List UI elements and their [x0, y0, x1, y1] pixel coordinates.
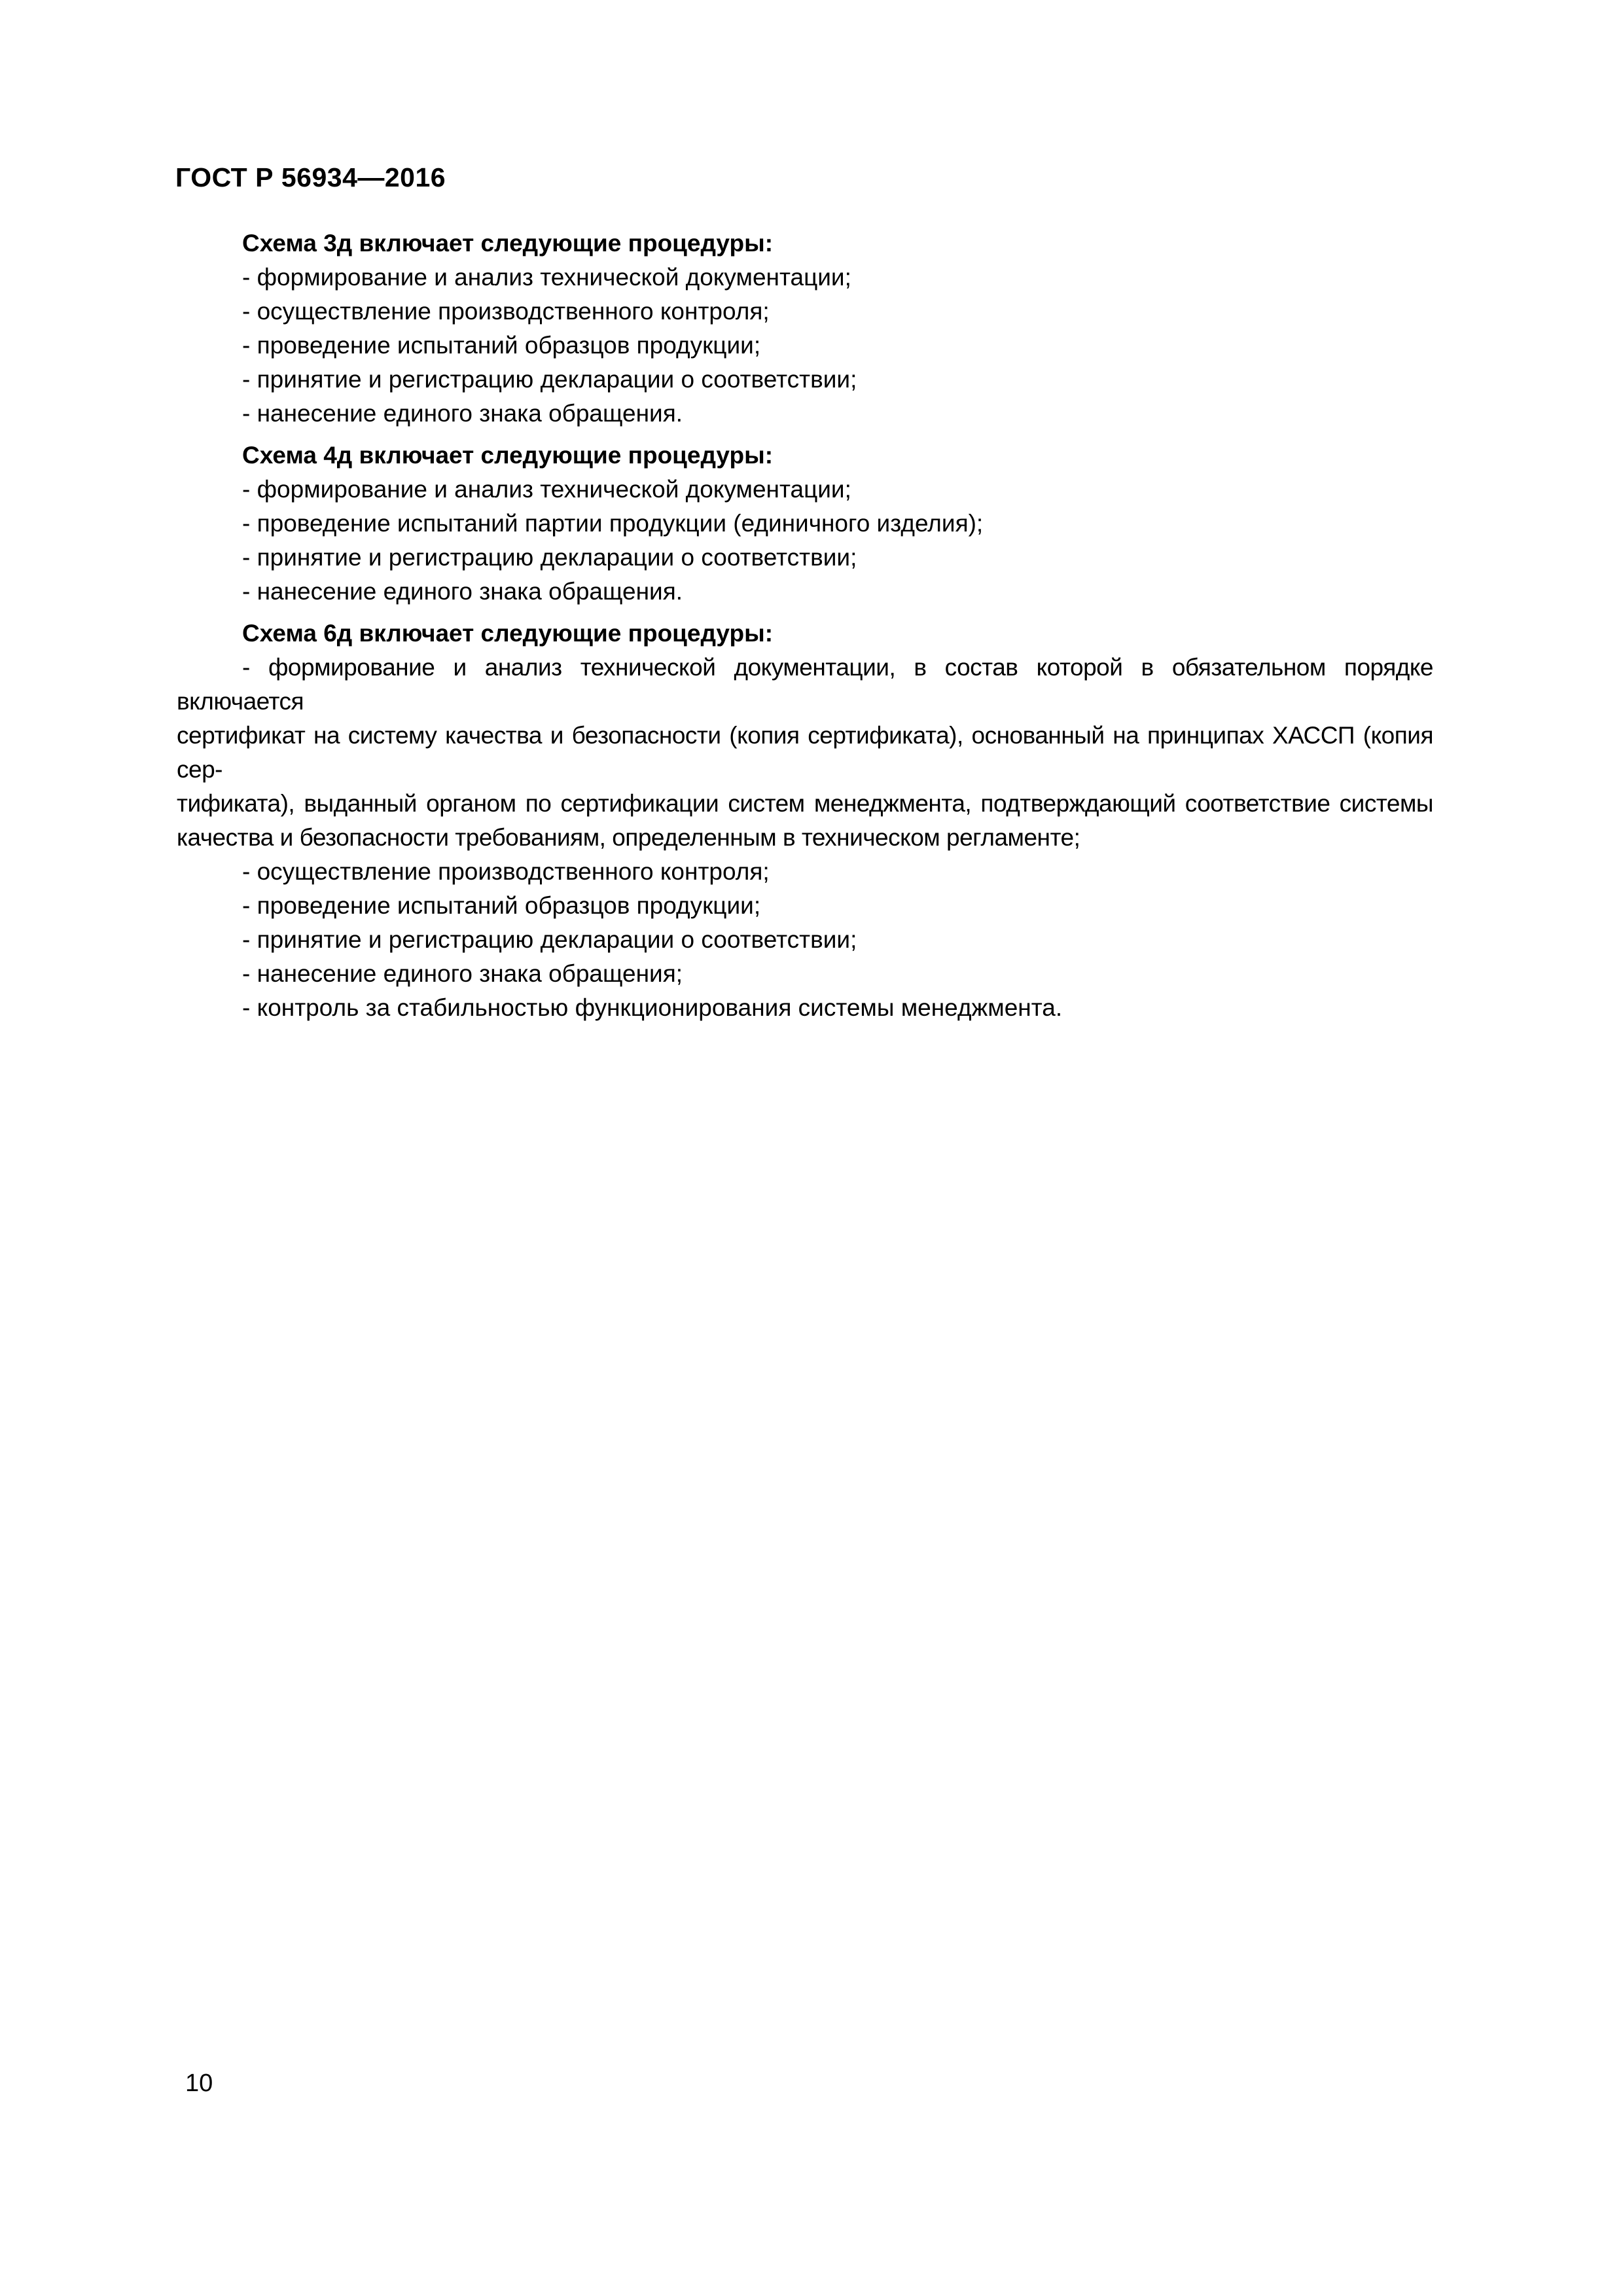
list-item: - принятие и регистрацию декларации о соответствии;: [242, 926, 857, 953]
list-item: - формирование и анализ технической документации;: [242, 476, 851, 503]
list-item: - проведение испытаний образцов продукции;: [242, 332, 761, 359]
list-item: - принятие и регистрацию декларации о соответствии;: [242, 366, 857, 393]
section: [177, 226, 1433, 431]
list-item: - нанесение единого знака обращения.: [242, 400, 683, 427]
section-heading: Схема 4д включает следующие процедуры:: [242, 442, 774, 469]
page-number: 10: [185, 2070, 213, 2097]
list-item: - осуществление производственного контроля;: [242, 298, 770, 325]
paragraph-line: сертификат на систему качества и безопасности (копия сертификата), основанный на принципах ХАССП (копия сер-: [177, 722, 1433, 783]
paragraph-line: тификата), выданный органом по сертификации систем менеджмента, подтверждающий соответствие системы: [177, 790, 1433, 817]
section-heading: Схема 6д включает следующие процедуры:: [242, 620, 774, 647]
list-item: - нанесение единого знака обращения.: [242, 578, 683, 605]
section-heading: Схема 3д включает следующие процедуры:: [242, 230, 774, 257]
list-item: - принятие и регистрацию декларации о соответствии;: [242, 544, 857, 571]
list-item: - нанесение единого знака обращения;: [242, 960, 683, 987]
standard-designation: ГОСТ Р 56934—2016: [175, 162, 446, 192]
list-item: - проведение испытаний образцов продукции;: [242, 892, 761, 919]
paragraph-line: - формирование и анализ технической документации, в состав которой в обязательном порядке включается: [177, 654, 1433, 715]
document-body: [177, 226, 1433, 1025]
paragraph-line: качества и безопасности требованиям, определенным в техническом регламенте;: [177, 824, 1080, 851]
list-item: - проведение испытаний партии продукции (единичного изделия);: [242, 510, 984, 537]
section: [177, 439, 1433, 609]
list-item: - формирование и анализ технической документации;: [242, 264, 851, 291]
section: [177, 617, 1433, 1025]
list-item: - осуществление производственного контроля;: [242, 858, 770, 885]
list-item: - контроль за стабильностью функционирования системы менеджмента.: [242, 994, 1063, 1021]
